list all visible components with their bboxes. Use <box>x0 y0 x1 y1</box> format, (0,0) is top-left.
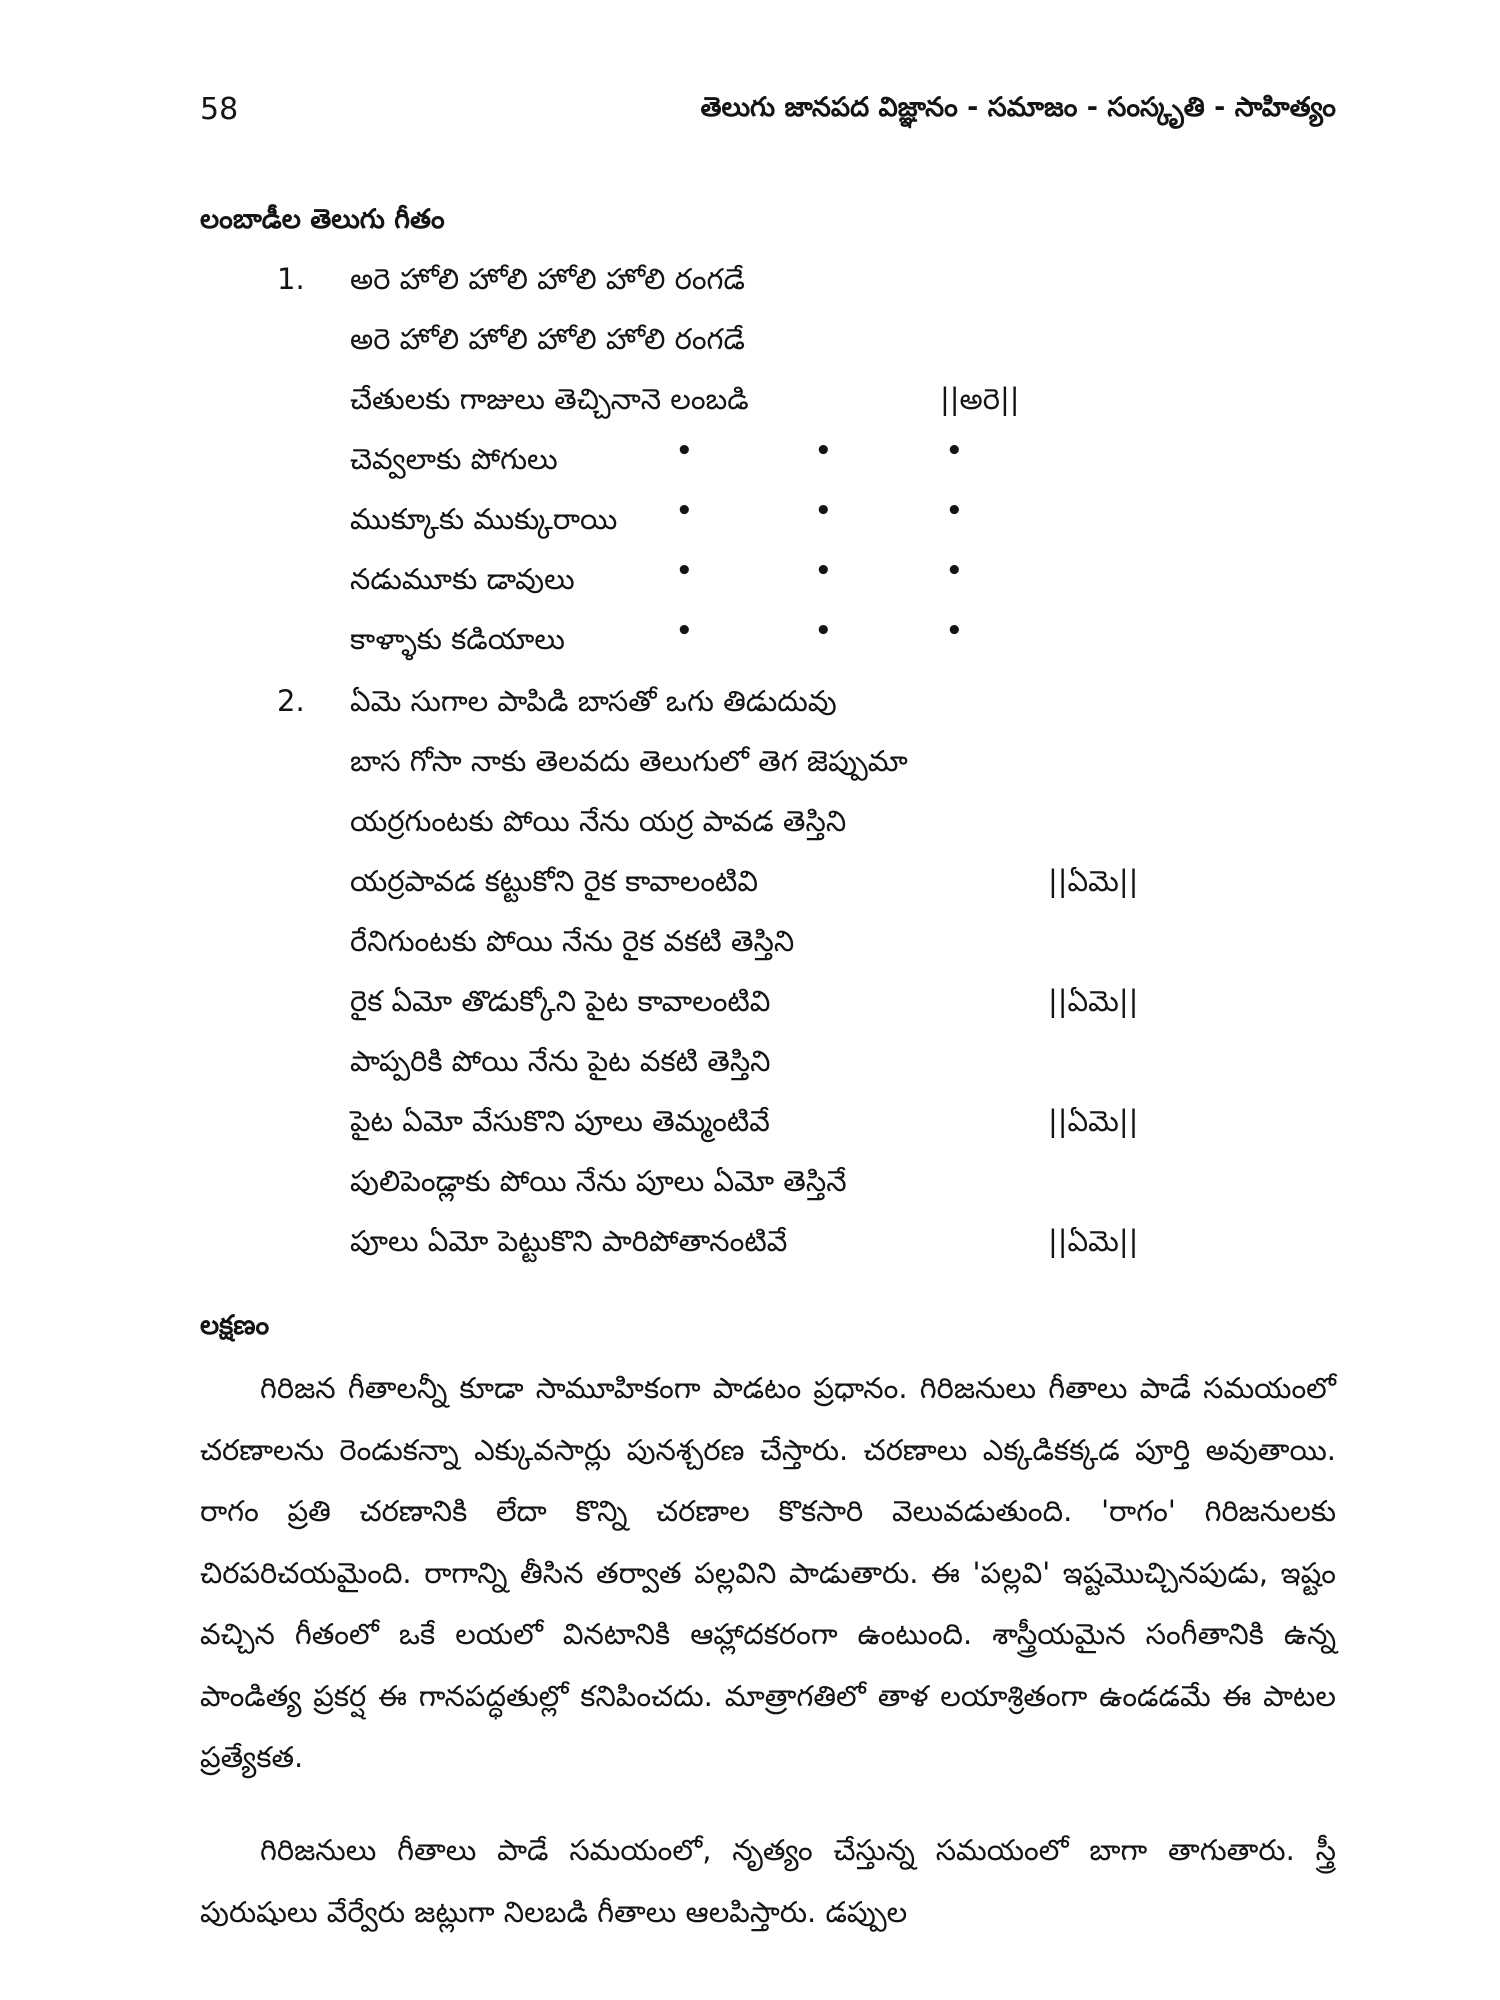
ditto-mark: • <box>946 436 963 466</box>
refrain-marker: ||ఏమె|| <box>1048 864 1139 898</box>
verse-line-text: రైక ఏమో తొడుక్కోని పైట కావాలంటివి <box>350 984 771 1018</box>
verse-line-text: రేనిగుంటకు పోయి నేను రైక వకటి తెస్తిని <box>350 924 795 958</box>
verse-line <box>0 1104 1500 1148</box>
verse-line-text: బాస గోసా నాకు తెలవదు తెలుగులో తెగ జెప్పుమా <box>350 744 908 778</box>
ditto-mark: • <box>676 556 693 586</box>
verse-line-text: అరె హోలి హోలి హోలి హోలి రంగడే <box>350 322 745 356</box>
verse-line <box>0 1224 1500 1268</box>
verse-line-text: చేతులకు గాజులు తెచ్చినానె లంబడి <box>350 382 749 416</box>
verse-line <box>0 684 1500 728</box>
ditto-mark: • <box>676 496 693 526</box>
song-heading: లంబాడీల తెలుగు గీతం <box>200 204 445 235</box>
verse-line <box>0 496 1500 546</box>
verse-number: 1. <box>277 262 305 296</box>
verse-line-text: నడుమూకు డావులు <box>350 562 575 596</box>
verse-line-text: కాళ్ళాకు కడియాలు <box>350 622 565 656</box>
verse-line <box>0 1164 1500 1208</box>
ditto-mark: • <box>946 556 963 586</box>
ditto-mark: • <box>815 616 832 646</box>
verse-line <box>0 616 1500 666</box>
verse-line-text: యర్రగుంటకు పోయి నేను యర్ర పావడ తెస్తిని <box>350 804 847 838</box>
verse-line-text: పూలు ఏమో పెట్టుకొని పారిపోతానంటివే <box>350 1224 788 1258</box>
verse-line-text: పాప్పరికి పోయి నేను పైట వకటి తెస్తిని <box>350 1044 771 1078</box>
verse-line <box>0 436 1500 486</box>
verse-number: 2. <box>277 684 305 718</box>
verse-line-text: అరె హోలి హోలి హోలి హోలి రంగడే <box>350 262 745 296</box>
verse-line <box>0 924 1500 968</box>
ditto-mark: • <box>676 616 693 646</box>
verse-line-text: ఏమె సుగాల పాపిడి బాసతో ఒగు తిడుదువు <box>350 684 837 718</box>
ditto-mark: • <box>815 556 832 586</box>
verse-line-text: పులిపెండ్లాకు పోయి నేను పూలు ఏమో తెస్తినే <box>350 1164 847 1198</box>
body-paragraph: గిరిజనులు గీతాలు పాడే సమయంలో, నృత్యం చేస్తున్న సమయంలో బాగా తాగుతారు. స్త్రీ పురుషులు వేర్వేరు జట్లుగా నిలబడి గీతాలు ఆలపిస్తారు. డప్పుల <box>200 1833 1336 1929</box>
refrain-marker: ||అరె|| <box>940 382 1020 416</box>
refrain-marker: ||ఏమె|| <box>1048 984 1139 1018</box>
ditto-mark: • <box>676 436 693 466</box>
section-heading: లక్షణం <box>200 1310 270 1341</box>
ditto-mark: • <box>946 496 963 526</box>
ditto-mark: • <box>815 496 832 526</box>
refrain-marker: ||ఏమె|| <box>1048 1104 1139 1138</box>
verse-line <box>0 262 1500 306</box>
verse-line <box>0 864 1500 908</box>
ditto-mark: • <box>946 616 963 646</box>
refrain-marker: ||ఏమె|| <box>1048 1224 1139 1258</box>
verse-line <box>0 804 1500 848</box>
verse-line-text: ముక్కూకు ముక్కురాయి <box>350 502 618 536</box>
ditto-mark: • <box>815 436 832 466</box>
body-paragraph: గిరిజన గీతాలన్నీ కూడా సామూహికంగా పాడటం ప్రధానం. గిరిజనులు గీతాలు పాడే సమయంలో చరణాలను రెండుకన్నా ఎక్కువసార్లు పునశ్చరణ చేస్తారు. చరణాలు ఎక్కడికక్కడ పూర్తి అవుతాయి. రాగం ప్రతి చరణానికి లేదా కొన్ని చరణాల కొకసారి వెలువడుతుంది. 'రాగం' గిరిజనులకు చిరపరిచయమైంది. రాగాన్ని తీసిన తర్వాత పల్లవిని పాడుతారు. ఈ 'పల్లవి' ఇష్టమొచ్చినపుడు, ఇష్టం వచ్చిన గీతంలో ఒకే లయలో వినటానికి ఆహ్లాదకరంగా ఉంటుంది. శాస్త్రీయమైన సంగీతానికి ఉన్న పాండిత్య ప్రకర్ష ఈ గానపద్ధతుల్లో కనిపించదు. మాత్రాగతిలో తాళ లయాశ్రితంగా ఉండడమే ఈ పాటల ప్రత్యేకత. <box>200 1371 1336 1774</box>
page-number: 58 <box>200 92 239 127</box>
verse-line <box>0 382 1500 426</box>
verse-line <box>0 556 1500 606</box>
page-header <box>200 92 1336 132</box>
running-title: తెలుగు జానపద విజ్ఞానం - సమాజం - సంస్కృతి - సాహిత్యం <box>700 92 1336 123</box>
verse-line <box>0 744 1500 788</box>
verse-line-text: చెవ్వలాకు పోగులు <box>350 442 558 476</box>
verse-line <box>0 322 1500 366</box>
verse-line-text: పైట ఏమో వేసుకొని పూలు తెమ్మంటివే <box>350 1104 770 1138</box>
verse-line <box>0 1044 1500 1088</box>
verse-line-text: యర్రపావడ కట్టుకోని రైక కావాలంటివి <box>350 864 759 898</box>
verse-line <box>0 984 1500 1028</box>
